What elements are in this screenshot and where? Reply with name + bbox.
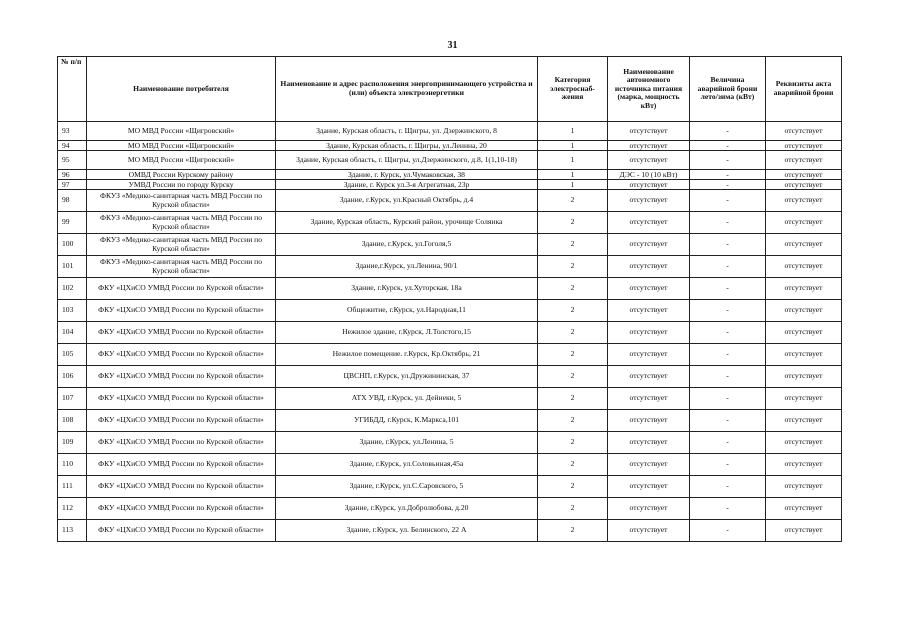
- table-row: [58, 170, 842, 180]
- supply-category: 1: [538, 122, 608, 141]
- consumer-name: ФКУ «ЦХиСО УМВД России по Курской области»: [87, 454, 276, 476]
- object-address: Здание, г.Курск, ул.С.Саровского, 5: [276, 476, 538, 498]
- table-row: [58, 212, 842, 234]
- supply-category: 1: [538, 180, 608, 190]
- supply-category: 2: [538, 498, 608, 520]
- supply-category: 2: [538, 388, 608, 410]
- act-details: отсутствует: [766, 122, 842, 141]
- object-address: Здание, Курская область, г. Щигры, ул. Дзержинского, 8: [276, 122, 538, 141]
- supply-category: 1: [538, 141, 608, 151]
- power-source: отсутствует: [608, 498, 690, 520]
- consumer-name: ФКУ «ЦХиСО УМВД России по Курской области»: [87, 432, 276, 454]
- emergency-reserve: -: [690, 300, 766, 322]
- row-number: 93: [58, 122, 87, 141]
- object-address: Нежилое помещение. г.Курск, Кр.Октябрь, 21: [276, 344, 538, 366]
- object-address: ЦВСНП, г.Курск, ул.Дружининская, 37: [276, 366, 538, 388]
- power-source: отсутствует: [608, 520, 690, 542]
- table-row: [58, 520, 842, 542]
- act-details: отсутствует: [766, 366, 842, 388]
- emergency-reserve: -: [690, 388, 766, 410]
- act-details: отсутствует: [766, 432, 842, 454]
- table-body: [58, 122, 842, 542]
- act-details: отсутствует: [766, 520, 842, 542]
- row-number: 100: [58, 234, 87, 256]
- table-row: [58, 190, 842, 212]
- emergency-reserve: -: [690, 366, 766, 388]
- supply-category: 2: [538, 234, 608, 256]
- emergency-reserve: -: [690, 432, 766, 454]
- consumer-name: ФКУЗ «Медико-санитарная часть МВД России по Курской области»: [87, 234, 276, 256]
- power-source: отсутствует: [608, 190, 690, 212]
- consumer-name: МО МВД России «Щигровский»: [87, 151, 276, 170]
- act-details: отсутствует: [766, 278, 842, 300]
- supply-category: 2: [538, 476, 608, 498]
- power-source: отсутствует: [608, 388, 690, 410]
- row-number: 98: [58, 190, 87, 212]
- consumer-name: ФКУ «ЦХиСО УМВД России по Курской области»: [87, 322, 276, 344]
- supply-category: 2: [538, 454, 608, 476]
- supply-category: 1: [538, 151, 608, 170]
- object-address: Здание, Курская область, г. Щигры, ул.Дзержинского, д.8, 1(1,10-18): [276, 151, 538, 170]
- object-address: Нежилое здание, г.Курск, Л.Толстого,15: [276, 322, 538, 344]
- power-source: отсутствует: [608, 212, 690, 234]
- act-details: отсутствует: [766, 256, 842, 278]
- table-row: [58, 388, 842, 410]
- consumer-name: ФКУ «ЦХиСО УМВД России по Курской области»: [87, 498, 276, 520]
- header-emergency-reserve: Величина аварийной брони лето/зима (кВт): [690, 57, 766, 122]
- power-source: отсутствует: [608, 141, 690, 151]
- header-number: № п/п: [58, 57, 87, 122]
- power-source: отсутствует: [608, 256, 690, 278]
- object-address: Здание, г.Курск, ул.Красный Октябрь, д.4: [276, 190, 538, 212]
- object-address: Здание, Курская область, Курский район, урочище Солянка: [276, 212, 538, 234]
- power-source: отсутствует: [608, 278, 690, 300]
- supply-category: 2: [538, 520, 608, 542]
- header-category: Категория электроснаб-жения: [538, 57, 608, 122]
- act-details: отсутствует: [766, 212, 842, 234]
- row-number: 99: [58, 212, 87, 234]
- power-source: отсутствует: [608, 180, 690, 190]
- supply-category: 2: [538, 344, 608, 366]
- page-number: 31: [447, 40, 458, 51]
- row-number: 112: [58, 498, 87, 520]
- header-act-details: Реквизиты акта аварийной брони: [766, 57, 842, 122]
- object-address: УГИБДД, г.Курск, К.Маркса,101: [276, 410, 538, 432]
- power-source: отсутствует: [608, 122, 690, 141]
- table-row: [58, 180, 842, 190]
- table-row: [58, 122, 842, 141]
- table-row: [58, 141, 842, 151]
- object-address: Здание, г.Курск, ул.Гоголя,5: [276, 234, 538, 256]
- consumer-name: ФКУ «ЦХиСО УМВД России по Курской области»: [87, 344, 276, 366]
- row-number: 97: [58, 180, 87, 190]
- row-number: 96: [58, 170, 87, 180]
- emergency-reserve: -: [690, 190, 766, 212]
- table-row: [58, 498, 842, 520]
- supply-category: 2: [538, 278, 608, 300]
- table-row: [58, 300, 842, 322]
- emergency-reserve: -: [690, 256, 766, 278]
- row-number: 95: [58, 151, 87, 170]
- table-row: [58, 151, 842, 170]
- supply-category: 2: [538, 212, 608, 234]
- supply-category: 2: [538, 410, 608, 432]
- emergency-reserve: -: [690, 454, 766, 476]
- act-details: отсутствует: [766, 476, 842, 498]
- act-details: отсутствует: [766, 300, 842, 322]
- object-address: Здание, г.Курск, ул. Белинского, 22 А: [276, 520, 538, 542]
- table-row: [58, 410, 842, 432]
- consumer-name: УМВД России по городу Курску: [87, 180, 276, 190]
- object-address: Здание, г.Курск, ул.Ленина, 5: [276, 432, 538, 454]
- object-address: Здание, г. Курск, ул.Чумаковская, 38: [276, 170, 538, 180]
- act-details: отсутствует: [766, 498, 842, 520]
- power-source: отсутствует: [608, 366, 690, 388]
- act-details: отсутствует: [766, 344, 842, 366]
- act-details: отсутствует: [766, 234, 842, 256]
- consumer-registry-table: [57, 56, 842, 542]
- act-details: отсутствует: [766, 190, 842, 212]
- power-source: отсутствует: [608, 322, 690, 344]
- emergency-reserve: -: [690, 141, 766, 151]
- power-source: отсутствует: [608, 300, 690, 322]
- emergency-reserve: -: [690, 122, 766, 141]
- object-address: АТХ УВД, г.Курск, ул. Дейнеки, 5: [276, 388, 538, 410]
- table-row: [58, 322, 842, 344]
- table-row: [58, 454, 842, 476]
- power-source: отсутствует: [608, 454, 690, 476]
- act-details: отсутствует: [766, 180, 842, 190]
- consumer-name: ФКУ «ЦХиСО УМВД России по Курской области»: [87, 388, 276, 410]
- object-address: Здание, г.Курск, ул.Соловьиная,45а: [276, 454, 538, 476]
- row-number: 111: [58, 476, 87, 498]
- emergency-reserve: -: [690, 520, 766, 542]
- row-number: 101: [58, 256, 87, 278]
- consumer-name: ФКУЗ «Медико-санитарная часть МВД России по Курской области»: [87, 256, 276, 278]
- consumer-name: МО МВД России «Щигровский»: [87, 122, 276, 141]
- row-number: 94: [58, 141, 87, 151]
- emergency-reserve: -: [690, 180, 766, 190]
- row-number: 110: [58, 454, 87, 476]
- supply-category: 2: [538, 300, 608, 322]
- table-row: [58, 432, 842, 454]
- power-source: отсутствует: [608, 410, 690, 432]
- consumer-name: ФКУ «ЦХиСО УМВД России по Курской области»: [87, 476, 276, 498]
- row-number: 108: [58, 410, 87, 432]
- act-details: отсутствует: [766, 151, 842, 170]
- header-consumer: Наименование потребителя: [87, 57, 276, 122]
- act-details: отсутствует: [766, 170, 842, 180]
- row-number: 109: [58, 432, 87, 454]
- power-source: ДЭС - 10 (10 кВт): [608, 170, 690, 180]
- emergency-reserve: -: [690, 234, 766, 256]
- act-details: отсутствует: [766, 388, 842, 410]
- consumer-name: ФКУ «ЦХиСО УМВД России по Курской области»: [87, 520, 276, 542]
- emergency-reserve: -: [690, 322, 766, 344]
- table-row: [58, 234, 842, 256]
- consumer-name: ФКУЗ «Медико-санитарная часть МВД России по Курской области»: [87, 190, 276, 212]
- table-row: [58, 366, 842, 388]
- power-source: отсутствует: [608, 476, 690, 498]
- table-row: [58, 344, 842, 366]
- header-address: Наименование и адрес расположения энергопринимающего устройства и (или) объекта электроэнергетики: [276, 57, 538, 122]
- row-number: 107: [58, 388, 87, 410]
- consumer-name: ФКУ «ЦХиСО УМВД России по Курской области»: [87, 278, 276, 300]
- emergency-reserve: -: [690, 476, 766, 498]
- supply-category: 2: [538, 366, 608, 388]
- power-source: отсутствует: [608, 151, 690, 170]
- object-address: Здание, г.Курск, ул.Добролюбова, д.20: [276, 498, 538, 520]
- consumer-name: МО МВД России «Щигровский»: [87, 141, 276, 151]
- consumer-name: ФКУЗ «Медико-санитарная часть МВД России по Курской области»: [87, 212, 276, 234]
- act-details: отсутствует: [766, 454, 842, 476]
- object-address: Здание, Курская область, г. Щигры, ул.Ленина, 20: [276, 141, 538, 151]
- power-source: отсутствует: [608, 344, 690, 366]
- emergency-reserve: -: [690, 344, 766, 366]
- object-address: Здание, г. Курск ул.3-я Агрегатная, 23р: [276, 180, 538, 190]
- row-number: 113: [58, 520, 87, 542]
- object-address: Общежитие, г.Курск, ул.Народная,11: [276, 300, 538, 322]
- power-source: отсутствует: [608, 234, 690, 256]
- supply-category: 2: [538, 432, 608, 454]
- act-details: отсутствует: [766, 410, 842, 432]
- consumer-name: ФКУ «ЦХиСО УМВД России по Курской области»: [87, 300, 276, 322]
- object-address: Здание,г.Курск, ул.Ленина, 90/1: [276, 256, 538, 278]
- supply-category: 2: [538, 256, 608, 278]
- row-number: 102: [58, 278, 87, 300]
- supply-category: 2: [538, 190, 608, 212]
- table-row: [58, 256, 842, 278]
- row-number: 103: [58, 300, 87, 322]
- power-source: отсутствует: [608, 432, 690, 454]
- emergency-reserve: -: [690, 410, 766, 432]
- emergency-reserve: -: [690, 498, 766, 520]
- supply-category: 2: [538, 322, 608, 344]
- object-address: Здание, г.Курск, ул.Хуторская, 18а: [276, 278, 538, 300]
- act-details: отсутствует: [766, 322, 842, 344]
- row-number: 104: [58, 322, 87, 344]
- supply-category: 1: [538, 170, 608, 180]
- table-header-row: [58, 57, 842, 122]
- header-power-source: Наименование автономного источника питания (марка, мощность кВт): [608, 57, 690, 122]
- emergency-reserve: -: [690, 278, 766, 300]
- emergency-reserve: -: [690, 212, 766, 234]
- act-details: отсутствует: [766, 141, 842, 151]
- row-number: 106: [58, 366, 87, 388]
- consumer-name: ФКУ «ЦХиСО УМВД России по Курской области»: [87, 410, 276, 432]
- table-row: [58, 278, 842, 300]
- table-row: [58, 476, 842, 498]
- emergency-reserve: -: [690, 170, 766, 180]
- emergency-reserve: -: [690, 151, 766, 170]
- consumer-name: ФКУ «ЦХиСО УМВД России по Курской области»: [87, 366, 276, 388]
- consumer-name: ОМВД России Курскому району: [87, 170, 276, 180]
- row-number: 105: [58, 344, 87, 366]
